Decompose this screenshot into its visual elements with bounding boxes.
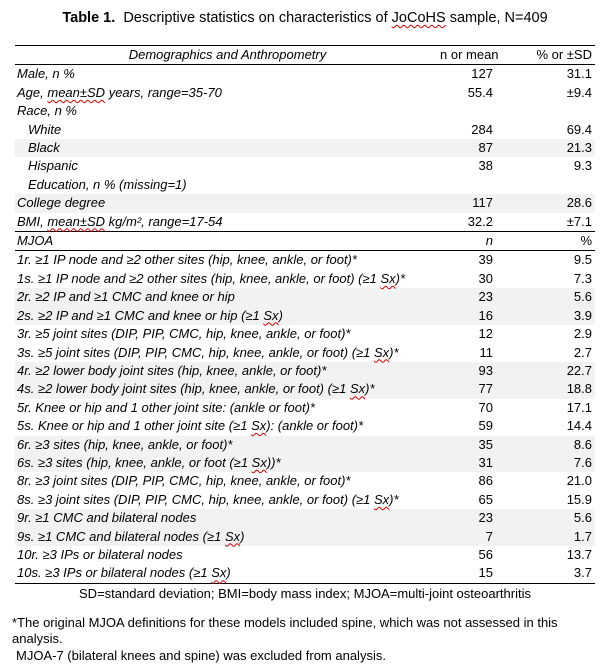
row-n-value: 23 bbox=[478, 289, 493, 305]
row-label-text: White bbox=[28, 121, 62, 137]
row-label-cell bbox=[15, 454, 440, 472]
row-label-text: Age, bbox=[17, 84, 48, 100]
row-n-value: 127 bbox=[471, 66, 493, 82]
row-label-suffix: ): (ankle or foot)* bbox=[266, 418, 364, 434]
row-label-text: 4r. ≥2 lower body joint sites (hip, knee, ankle, or foot)* bbox=[17, 362, 327, 378]
row-n-value: 35 bbox=[478, 436, 493, 452]
footnote-line-1: *The original MJOA definitions for these models included spine, which was not assessed in this analysis. bbox=[12, 614, 558, 647]
row-pct-value: 21.0 bbox=[566, 473, 592, 489]
table-title bbox=[0, 0, 610, 27]
row-pct-value: 8.6 bbox=[573, 436, 592, 452]
row-pct-value: 5.6 bbox=[573, 289, 592, 305]
row-label-cell bbox=[15, 491, 440, 509]
row-label-text: 8r. ≥3 joint sites (DIP, PIP, CMC, hip, knee, ankle, or foot)* bbox=[17, 473, 351, 489]
row-n-value: 70 bbox=[478, 399, 493, 415]
row-label-text: Male, n % bbox=[17, 66, 75, 82]
row-pct-value: 3.7 bbox=[573, 565, 592, 581]
row-label-cell bbox=[15, 213, 440, 232]
row-n-value bbox=[440, 176, 495, 194]
row-label-cell bbox=[15, 325, 440, 343]
table-row bbox=[15, 84, 595, 102]
row-n-value: 55.4 bbox=[467, 84, 493, 100]
row-label-cell bbox=[15, 417, 440, 435]
mjoa-pct-column-label: % bbox=[495, 232, 595, 251]
row-label-misspelled-word: Sx bbox=[374, 491, 390, 507]
row-label-misspelled-word: Sx bbox=[251, 454, 267, 470]
row-label-text: Black bbox=[28, 140, 60, 156]
row-label-cell bbox=[15, 472, 440, 490]
row-pct-value: 2.7 bbox=[573, 344, 592, 360]
mjoa-section bbox=[15, 251, 595, 583]
column-header-pct-or-sd: % or ±SD bbox=[495, 46, 595, 65]
row-label-cell bbox=[15, 270, 440, 288]
row-pct-value: 31.1 bbox=[566, 66, 592, 82]
table-row bbox=[15, 176, 595, 194]
row-pct-value: 1.7 bbox=[573, 528, 592, 544]
row-label-text: 1s. ≥1 IP node and ≥2 other sites (hip, knee, ankle, or foot) (≥1 bbox=[17, 270, 381, 286]
row-pct-value bbox=[495, 102, 595, 120]
table-row bbox=[15, 102, 595, 120]
row-pct-value: 9.5 bbox=[573, 252, 592, 268]
table-row bbox=[15, 454, 595, 472]
row-n-value: 11 bbox=[479, 344, 493, 360]
row-pct-value: 17.1 bbox=[566, 399, 592, 415]
row-label-text: 2s. ≥2 IP and ≥1 CMC and knee or hip (≥1 bbox=[17, 307, 264, 323]
table-row bbox=[15, 194, 595, 212]
row-label-cell bbox=[15, 176, 440, 194]
row-label-cell bbox=[15, 139, 440, 157]
row-pct-value: 22.7 bbox=[566, 362, 592, 378]
row-n-value: 284 bbox=[471, 121, 493, 137]
table-title-label: Table 1. bbox=[62, 10, 116, 26]
row-pct-value: 13.7 bbox=[566, 546, 592, 562]
row-label-cell bbox=[15, 399, 440, 417]
table-row bbox=[15, 564, 595, 583]
row-label-text: 1r. ≥1 IP node and ≥2 other sites (hip, knee, ankle, or foot)* bbox=[17, 252, 357, 268]
row-n-value: 59 bbox=[478, 418, 493, 434]
row-pct-value: 3.9 bbox=[573, 307, 592, 323]
table-row bbox=[15, 399, 595, 417]
row-n-value: 56 bbox=[478, 546, 493, 562]
column-header-demographics: Demographics and Anthropometry bbox=[15, 46, 440, 65]
row-label-cell bbox=[15, 251, 440, 270]
row-label-cell bbox=[15, 380, 440, 398]
row-label-misspelled-word: Sx bbox=[263, 307, 279, 323]
row-label-misspelled-word: Sx bbox=[380, 270, 396, 286]
row-label-text: 2r. ≥2 IP and ≥1 CMC and knee or hip bbox=[17, 289, 235, 305]
row-n-value: 77 bbox=[478, 381, 493, 397]
row-label-cell bbox=[15, 528, 440, 546]
row-label-suffix: ) bbox=[240, 528, 245, 544]
row-label-text: Education, n % (missing=1) bbox=[28, 176, 187, 192]
row-label-suffix: kg/m², range=17-54 bbox=[105, 213, 223, 229]
row-label-cell bbox=[15, 157, 440, 175]
row-pct-value: ±7.1 bbox=[566, 213, 592, 229]
row-label-cell bbox=[15, 546, 440, 564]
row-label-text: 10r. ≥3 IPs or bilateral nodes bbox=[17, 546, 183, 562]
row-n-value: 23 bbox=[478, 510, 493, 526]
row-pct-value: 18.8 bbox=[566, 381, 592, 397]
row-label-text: 6r. ≥3 sites (hip, knee, ankle, or foot)* bbox=[17, 436, 233, 452]
row-label-text: 6s. ≥3 sites (hip, knee, ankle, or foot (≥1 bbox=[17, 454, 252, 470]
row-pct-value bbox=[495, 176, 595, 194]
row-label-misspelled-word: mean±SD bbox=[47, 213, 106, 229]
mjoa-section-label: MJOA bbox=[15, 232, 440, 251]
row-label-misspelled-word: Sx bbox=[224, 528, 241, 544]
row-label-cell bbox=[15, 564, 440, 583]
footnote-line-2: MJOA-7 (bilateral knees and spine) was excluded from analysis. bbox=[16, 647, 386, 663]
row-label-text: 5r. Knee or hip and 1 other joint site: (ankle or foot)* bbox=[17, 399, 315, 415]
row-label-cell bbox=[15, 509, 440, 527]
table-row bbox=[15, 251, 595, 270]
table-row bbox=[15, 288, 595, 306]
row-pct-value: 7.6 bbox=[573, 454, 592, 470]
row-label-suffix: ) bbox=[226, 565, 231, 581]
column-header-n-or-mean: n or mean bbox=[440, 46, 495, 65]
row-label-suffix: )* bbox=[365, 381, 375, 397]
demographics-section bbox=[15, 65, 595, 232]
row-pct-value: 28.6 bbox=[566, 195, 592, 211]
table-row bbox=[15, 307, 595, 325]
mjoa-n-column-label: n bbox=[440, 232, 495, 251]
table-row bbox=[15, 417, 595, 435]
row-n-value: 38 bbox=[478, 158, 493, 174]
table-row bbox=[15, 472, 595, 490]
table-row bbox=[15, 491, 595, 509]
row-n-value: 12 bbox=[478, 326, 493, 342]
row-label-text: 8s. ≥3 joint sites (DIP, PIP, CMC, hip, knee, ankle, or foot) (≥1 bbox=[17, 491, 374, 507]
table-row bbox=[15, 528, 595, 546]
table-row bbox=[15, 546, 595, 564]
row-n-value bbox=[440, 102, 495, 120]
row-n-value: 86 bbox=[478, 473, 493, 489]
row-label-misspelled-word: mean±SD bbox=[47, 84, 106, 100]
row-n-value: 32.2 bbox=[467, 213, 493, 229]
row-label-cell bbox=[15, 436, 440, 454]
table-row bbox=[15, 157, 595, 175]
table-row bbox=[15, 436, 595, 454]
table-title-text: Descriptive statistics on characteristics of bbox=[115, 10, 392, 26]
row-label-text: 3r. ≥5 joint sites (DIP, PIP, CMC, hip, knee, ankle, or foot)* bbox=[17, 326, 351, 342]
table-row bbox=[15, 121, 595, 139]
footnote bbox=[12, 615, 604, 664]
row-label-text: 3s. ≥5 joint sites (DIP, PIP, CMC, hip, knee, ankle, or foot) (≥1 bbox=[17, 344, 374, 360]
row-n-value: 39 bbox=[478, 252, 493, 268]
row-n-value: 30 bbox=[478, 270, 493, 286]
row-n-value: 87 bbox=[478, 140, 493, 156]
row-n-value: 93 bbox=[478, 362, 493, 378]
row-pct-value: ±9.4 bbox=[566, 84, 592, 100]
table-row bbox=[15, 213, 595, 232]
row-label-cell bbox=[15, 288, 440, 306]
abbreviation-note: SD=standard deviation; BMI=body mass index; MJOA=multi-joint osteoarthritis bbox=[79, 585, 531, 601]
row-label-suffix: years, range=35-70 bbox=[105, 84, 222, 100]
table-row bbox=[15, 270, 595, 288]
row-pct-value: 69.4 bbox=[566, 121, 592, 137]
table-row bbox=[15, 139, 595, 157]
row-label-cell bbox=[15, 362, 440, 380]
row-n-value: 117 bbox=[472, 195, 493, 211]
table-row bbox=[15, 362, 595, 380]
table-row bbox=[15, 325, 595, 343]
row-label-misspelled-word: Sx bbox=[349, 381, 366, 397]
row-label-cell bbox=[15, 194, 440, 212]
table-row bbox=[15, 65, 595, 84]
row-label-text: 9r. ≥1 CMC and bilateral nodes bbox=[17, 510, 197, 526]
row-n-value: 16 bbox=[478, 307, 493, 323]
row-label-suffix: ))* bbox=[266, 454, 281, 470]
row-pct-value: 5.6 bbox=[573, 510, 592, 526]
row-n-value: 31 bbox=[478, 454, 493, 470]
row-label-misspelled-word: Sx bbox=[251, 418, 267, 434]
row-label-cell bbox=[15, 121, 440, 139]
row-label-cell bbox=[15, 102, 440, 120]
row-label-suffix: )* bbox=[389, 491, 399, 507]
row-label-cell bbox=[15, 344, 440, 362]
table-title-suffix: sample, N=409 bbox=[445, 10, 548, 26]
table-row bbox=[15, 509, 595, 527]
row-label-text: Hispanic bbox=[28, 158, 78, 174]
row-label-cell bbox=[15, 65, 440, 84]
row-label-cell bbox=[15, 84, 440, 102]
row-n-value: 7 bbox=[485, 528, 493, 544]
row-label-suffix: )* bbox=[389, 344, 399, 360]
row-label-text: 9s. ≥1 CMC and bilateral nodes (≥1 bbox=[17, 528, 225, 544]
row-label-text: College degree bbox=[17, 195, 106, 211]
row-pct-value: 2.9 bbox=[573, 326, 592, 342]
table-title-misspelled-word: JoCoHS bbox=[391, 10, 446, 26]
table-header-row bbox=[15, 46, 595, 65]
row-pct-value: 15.9 bbox=[566, 491, 592, 507]
row-pct-value: 7.3 bbox=[573, 270, 592, 286]
row-label-text: 10s. ≥3 IPs or bilateral nodes (≥1 bbox=[17, 565, 212, 581]
row-label-text: BMI, bbox=[17, 213, 48, 229]
row-pct-value: 21.3 bbox=[566, 140, 592, 156]
row-pct-value: 14.4 bbox=[566, 418, 592, 434]
descriptive-statistics-table bbox=[15, 45, 595, 584]
mjoa-section-header-row bbox=[15, 232, 595, 251]
row-label-suffix: ) bbox=[278, 307, 283, 323]
row-label-cell bbox=[15, 307, 440, 325]
row-n-value: 65 bbox=[478, 491, 493, 507]
row-n-value: 15 bbox=[478, 565, 493, 581]
row-label-suffix: )* bbox=[395, 270, 406, 286]
table-row bbox=[15, 380, 595, 398]
row-pct-value: 9.3 bbox=[573, 158, 592, 174]
row-label-text: Race, n % bbox=[17, 103, 77, 119]
row-label-misspelled-word: Sx bbox=[374, 344, 390, 360]
table-row bbox=[15, 344, 595, 362]
row-label-text: 5s. Knee or hip and 1 other joint site (≥1 bbox=[17, 418, 252, 434]
row-label-text: 4s. ≥2 lower body joint sites (hip, knee, ankle, or foot) (≥1 bbox=[17, 381, 350, 397]
row-label-misspelled-word: Sx bbox=[211, 565, 227, 581]
